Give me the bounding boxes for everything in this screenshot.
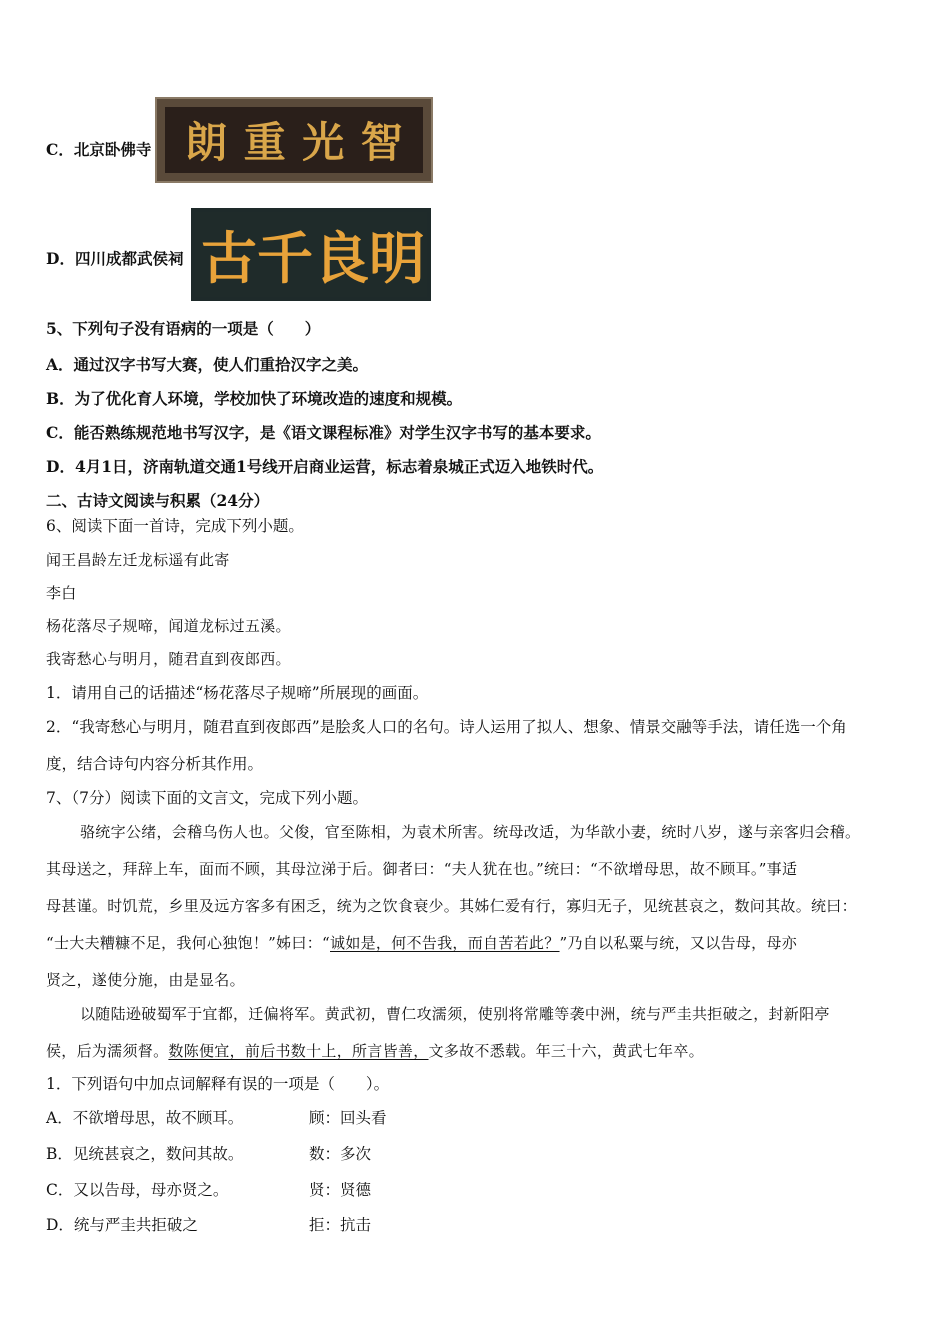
section-heading: 二、古诗文阅读与积累（24分） bbox=[46, 491, 270, 510]
q5-option-a: A．通过汉字书写大赛，使人们重拾汉字之美。 bbox=[46, 355, 369, 374]
option-sentence: D．统与严圭共拒破之 bbox=[46, 1216, 198, 1234]
option-c-row bbox=[46, 140, 151, 160]
plaque-char: 光 bbox=[302, 118, 345, 167]
q5-option-b: B．为了优化育人环境，学校加快了环境改造的速度和规模。 bbox=[46, 389, 463, 408]
plaque-char: 古 bbox=[201, 225, 257, 292]
option-gloss: 贤：贤德 bbox=[309, 1181, 372, 1199]
option-text: 四川成都武侯祠 bbox=[74, 249, 184, 268]
passage-text: “士大夫糟糠不足，我何心独饱！”姊曰：“ bbox=[46, 934, 331, 952]
q7-option-row bbox=[46, 1144, 243, 1164]
q5-option-d: D．4月1日，济南轨道交通1号线开启商业运营，标志着泉城正式迈入地铁时代。 bbox=[46, 457, 604, 476]
passage-line: 骆统字公绪，会稽乌伤人也。父俊，官至陈相，为袁术所害。统母改适，为华歆小妻，统时八岁，遂与亲客归会稽。 bbox=[80, 823, 861, 841]
option-sentence: C．又以告母，母亦贤之。 bbox=[46, 1181, 229, 1199]
q7-option-row bbox=[46, 1180, 228, 1200]
poem-line: 杨花落尽子规啼，闻道龙标过五溪。 bbox=[46, 617, 291, 635]
q7-stem: 7、（7分）阅读下面的文言文，完成下列小题。 bbox=[46, 789, 368, 807]
option-letter: D． bbox=[46, 249, 75, 268]
passage-line bbox=[46, 933, 797, 953]
plaque-char: 朗 bbox=[185, 118, 228, 167]
q7-option-row bbox=[46, 1108, 243, 1128]
poem-author: 李白 bbox=[46, 584, 77, 602]
q6-sub2-line2: 度，结合诗句内容分析其作用。 bbox=[46, 755, 264, 773]
option-sentence: B．见统甚哀之，数问其故。 bbox=[46, 1145, 244, 1163]
option-gloss: 数：多次 bbox=[309, 1145, 372, 1163]
q5-stem: 5、下列句子没有语病的一项是（ ） bbox=[46, 319, 321, 338]
passage-line: 其母送之，拜辞上车，面而不顾，其母泣涕于后。御者曰：“夫人犹在也。”统曰：“不欲增母思，故不顾耳。”事适 bbox=[46, 860, 798, 878]
plaque-char: 智 bbox=[360, 118, 403, 167]
q5-option-c: C．能否熟练规范地书写汉字，是《语文课程标准》对学生汉字书写的基本要求。 bbox=[46, 423, 601, 442]
option-gloss: 顾：回头看 bbox=[309, 1109, 387, 1127]
passage-line: 贤之，遂使分施，由是显名。 bbox=[46, 971, 245, 989]
passage-text: 侯，后为濡须督。 bbox=[46, 1042, 169, 1060]
underlined-sentence: 诚如是，何不告我，而自苦若此？ bbox=[330, 934, 560, 952]
passage-line: 母甚谨。时饥荒，乡里及远方客多有困乏，统为之饮食衰少。其姊仁爱有行，寡归无子，见统甚哀之，数问其故。统曰： bbox=[46, 897, 857, 915]
q6-stem: 6、阅读下面一首诗，完成下列小题。 bbox=[46, 517, 304, 535]
passage-text: ”乃自以私粟与统，又以告母，母亦 bbox=[559, 934, 798, 952]
plaque-image-c bbox=[157, 99, 431, 181]
poem-title: 闻王昌龄左迁龙标遥有此寄 bbox=[46, 551, 230, 569]
passage-text: 文多故不悉载。年三十六，黄武七年卒。 bbox=[428, 1042, 704, 1060]
q7-option-row bbox=[46, 1215, 198, 1235]
plaque-char: 良 bbox=[313, 225, 369, 292]
option-sentence: A．不欲增母思，故不顾耳。 bbox=[46, 1109, 244, 1127]
plaque-char: 千 bbox=[257, 225, 313, 292]
plaque-char: 明 bbox=[369, 225, 425, 292]
option-text: 北京卧佛寺 bbox=[73, 140, 152, 159]
q7-sub1-stem: 1．下列语句中加点词解释有误的一项是（ ）。 bbox=[46, 1075, 390, 1093]
option-letter: C． bbox=[46, 140, 74, 159]
q6-sub1: 1．请用自己的话描述“杨花落尽子规啼”所展现的画面。 bbox=[46, 684, 429, 702]
passage-line: 以随陆逊破蜀军于宜都，迁偏将军。黄武初，曹仁攻濡须，使别将常雕等袭中洲，统与严圭共拒破之，封新阳亭 bbox=[80, 1005, 830, 1023]
option-gloss: 拒：抗击 bbox=[309, 1216, 372, 1234]
q6-sub2-line1: 2．“我寄愁心与明月，随君直到夜郎西”是脍炙人口的名句。诗人运用了拟人、想象、情景交融等手法，请任选一个角 bbox=[46, 718, 847, 736]
option-d-row bbox=[46, 249, 183, 269]
passage-line bbox=[46, 1041, 704, 1061]
poem-line: 我寄愁心与明月，随君直到夜郎西。 bbox=[46, 650, 291, 668]
underlined-sentence: 数陈便宜，前后书数十上，所言皆善， bbox=[168, 1042, 429, 1060]
plaque-image-d bbox=[191, 208, 431, 301]
plaque-char: 重 bbox=[243, 118, 286, 167]
